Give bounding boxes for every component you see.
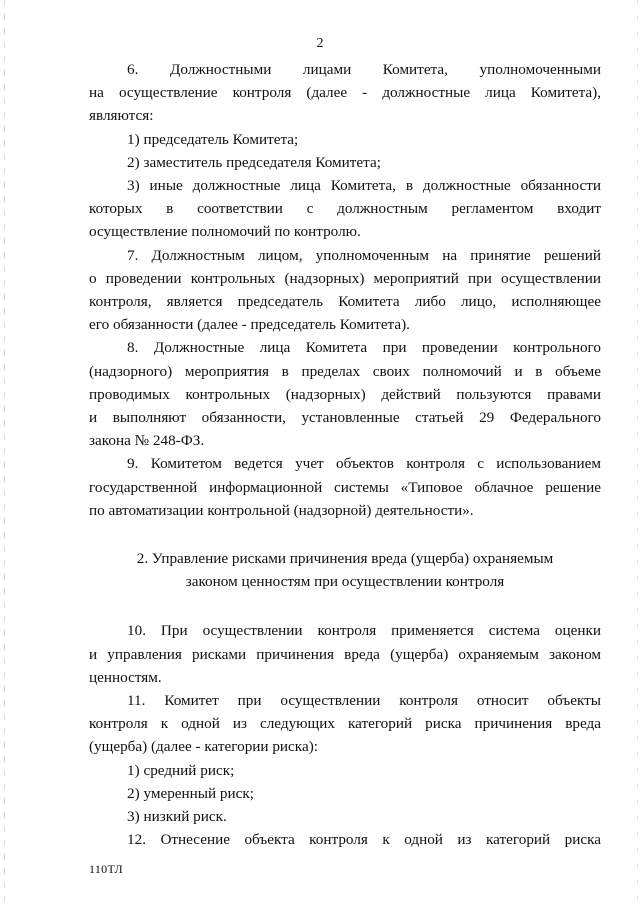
- p11-item-2: 2) умеренный риск;: [127, 784, 254, 802]
- section-2-heading-line-1: 2. Управление рисками причинения вреда (ущерба) охраняемым: [136, 550, 554, 568]
- p8-line-5: закона № 248-ФЗ.: [89, 432, 205, 450]
- p9-line-2: государственной информационной системы «Типовое облачное решение: [89, 478, 601, 496]
- p6-item-3-line-2: которых в соответствии с должностным регламентом входит: [89, 200, 601, 218]
- p11-line-1: 11. Комитет при осуществлении контроля относит объекты: [127, 692, 601, 710]
- scan-edge-right: [637, 0, 638, 905]
- p10-line-3: ценностям.: [89, 668, 162, 686]
- p11-item-1: 1) средний риск;: [127, 761, 235, 779]
- section-2-heading-line-2: законом ценностям при осуществлении контроля: [185, 573, 505, 591]
- p8-line-1: 8. Должностные лица Комитета при проведении контрольного: [127, 339, 601, 357]
- footer-code: 110ТЛ: [89, 862, 123, 876]
- p6-line-3: являются:: [89, 107, 154, 125]
- p9-line-1: 9. Комитетом ведется учет объектов контроля с использованием: [127, 455, 601, 473]
- p11-line-3: (ущерба) (далее - категории риска):: [89, 738, 318, 756]
- page-number: 2: [316, 36, 324, 51]
- p8-line-4: и выполняют обязанности, установленные статьей 29 Федерального: [89, 409, 601, 427]
- p11-item-3: 3) низкий риск.: [127, 808, 227, 826]
- p7-line-2: о проведении контрольных (надзорных) мероприятий при осуществлении: [89, 269, 601, 287]
- p6-item-1: 1) председатель Комитета;: [127, 130, 299, 148]
- p8-line-2: (надзорного) мероприятия в пределах своих полномочий и в объеме: [89, 362, 601, 380]
- p6-item-2: 2) заместитель председателя Комитета;: [127, 153, 381, 171]
- p7-line-1: 7. Должностным лицом, уполномоченным на принятие решений: [127, 246, 601, 264]
- document-body: [89, 58, 601, 852]
- p12-line-1: 12. Отнесение объекта контроля к одной из категорий риска: [127, 831, 601, 849]
- p9-line-3: по автоматизации контрольной (надзорной) деятельности».: [89, 501, 474, 519]
- p11-line-2: контроля к одной из следующих категорий риска причинения вреда: [89, 715, 601, 733]
- scan-edge-left: [4, 0, 5, 905]
- p10-line-1: 10. При осуществлении контроля применяется система оценки: [127, 622, 601, 640]
- p6-line-2: на осуществление контроля (далее - должностные лица Комитета),: [89, 84, 601, 102]
- section-2-heading: [89, 547, 601, 593]
- p6-item-3-line-1: 3) иные должностные лица Комитета, в должностные обязанности: [127, 177, 601, 195]
- p10-line-2: и управления рисками причинения вреда (ущерба) охраняемым законом: [89, 645, 601, 663]
- p6-line-1: 6. Должностными лицами Комитета, уполномоченными: [127, 61, 601, 78]
- p6-item-3-line-3: осуществление полномочий по контролю.: [89, 223, 361, 241]
- p7-line-4: его обязанности (далее - председатель Комитета).: [89, 316, 410, 334]
- p8-line-3: проводимых контрольных (надзорных) действий пользуются правами: [89, 385, 601, 403]
- p7-line-3: контроля, является председатель Комитета либо лицо, исполняющее: [89, 293, 601, 311]
